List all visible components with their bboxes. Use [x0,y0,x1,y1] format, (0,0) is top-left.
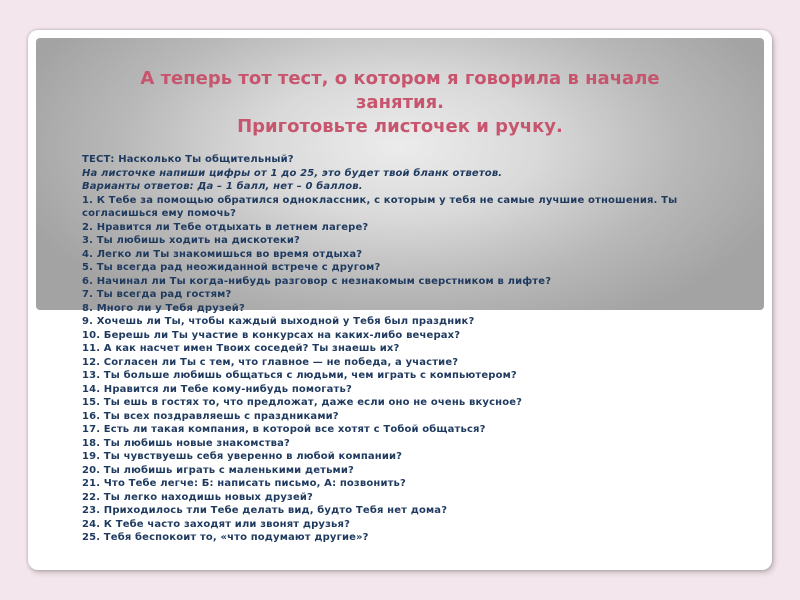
slide-heading [36,67,764,139]
question-item: 11. А как насчет имен Твоих соседей? Ты знаешь их? [82,343,400,354]
question-item: 18. Ты любишь новые знакомства? [82,437,290,449]
question-item: 10. Берешь ли Ты участие в конкурсах на каких-либо вечерах? [82,329,461,341]
test-content [82,153,742,545]
question-item: 23. Приходилось тли Тебе делать вид, будто Тебя нет дома? [82,505,448,516]
question-item: 6. Начинал ли Ты когда-нибудь разговор с незнакомым сверстником в лифте? [82,275,552,287]
question-item: 5. Ты всегда рад неожиданной встрече с другом? [82,262,381,273]
question-item: 9. Хочешь ли Ты, чтобы каждый выходной у Тебя был праздник? [82,316,475,327]
question-item: 15. Ты ешь в гостях то, что предложат, даже если оно не очень вкусное? [82,397,523,408]
heading-line-1: А теперь тот тест, о котором я говорила в начале [140,68,660,89]
question-item: 20. Ты любишь играть с маленькими детьми? [82,464,354,476]
question-item: 7. Ты всегда рад гостям? [82,289,232,300]
question-item: 22. Ты легко находишь новых друзей? [82,491,313,503]
question-item: 3. Ты любишь ходить на дискотеки? [82,235,300,246]
question-item: 13. Ты больше любишь общаться с людьми, чем играть с компьютером? [82,370,517,381]
test-title: ТЕСТ: Насколько Ты общительный? [82,154,294,165]
question-item: 2. Нравится ли Тебе отдыхать в летнем лагере? [82,221,369,233]
question-item: 21. Что Тебе легче: Б: написать письмо, А: позвонить? [82,478,406,489]
question-item: 14. Нравится ли Тебе кому-нибудь помогать? [82,383,352,395]
question-item: 16. Ты всех поздравляешь с праздниками? [82,410,339,422]
question-item: 25. Тебя беспокоит то, «что подумают другие»? [82,532,369,543]
heading-line-2: занятия. [355,92,445,113]
question-item: 1. К Тебе за помощью обратился одноклассник, с которым у тебя не самые лучшие отношения. Ты согласишься ему помочь? [82,194,681,219]
question-item: 17. Есть ли такая компания, в которой все хотят с Тобой общаться? [82,424,486,435]
question-item: 8. Много ли у Тебя друзей? [82,302,245,314]
question-item: 19. Ты чувствуешь себя уверенно в любой компании? [82,451,403,462]
question-item: 12. Согласен ли Ты с тем, что главное — не победа, а участие? [82,356,459,368]
test-instruction-1: На листочке напиши цифры от 1 до 25, это будет твой бланк ответов. [82,167,503,179]
question-item: 4. Легко ли Ты знакомишься во время отдыха? [82,248,363,260]
heading-line-3: Приготовьте листочек и ручку. [237,116,563,137]
question-item: 24. К Тебе часто заходят или звонят друзья? [82,518,351,530]
test-instruction-2: Варианты ответов: Да – 1 балл, нет – 0 баллов. [82,181,363,192]
question-list [82,194,742,545]
